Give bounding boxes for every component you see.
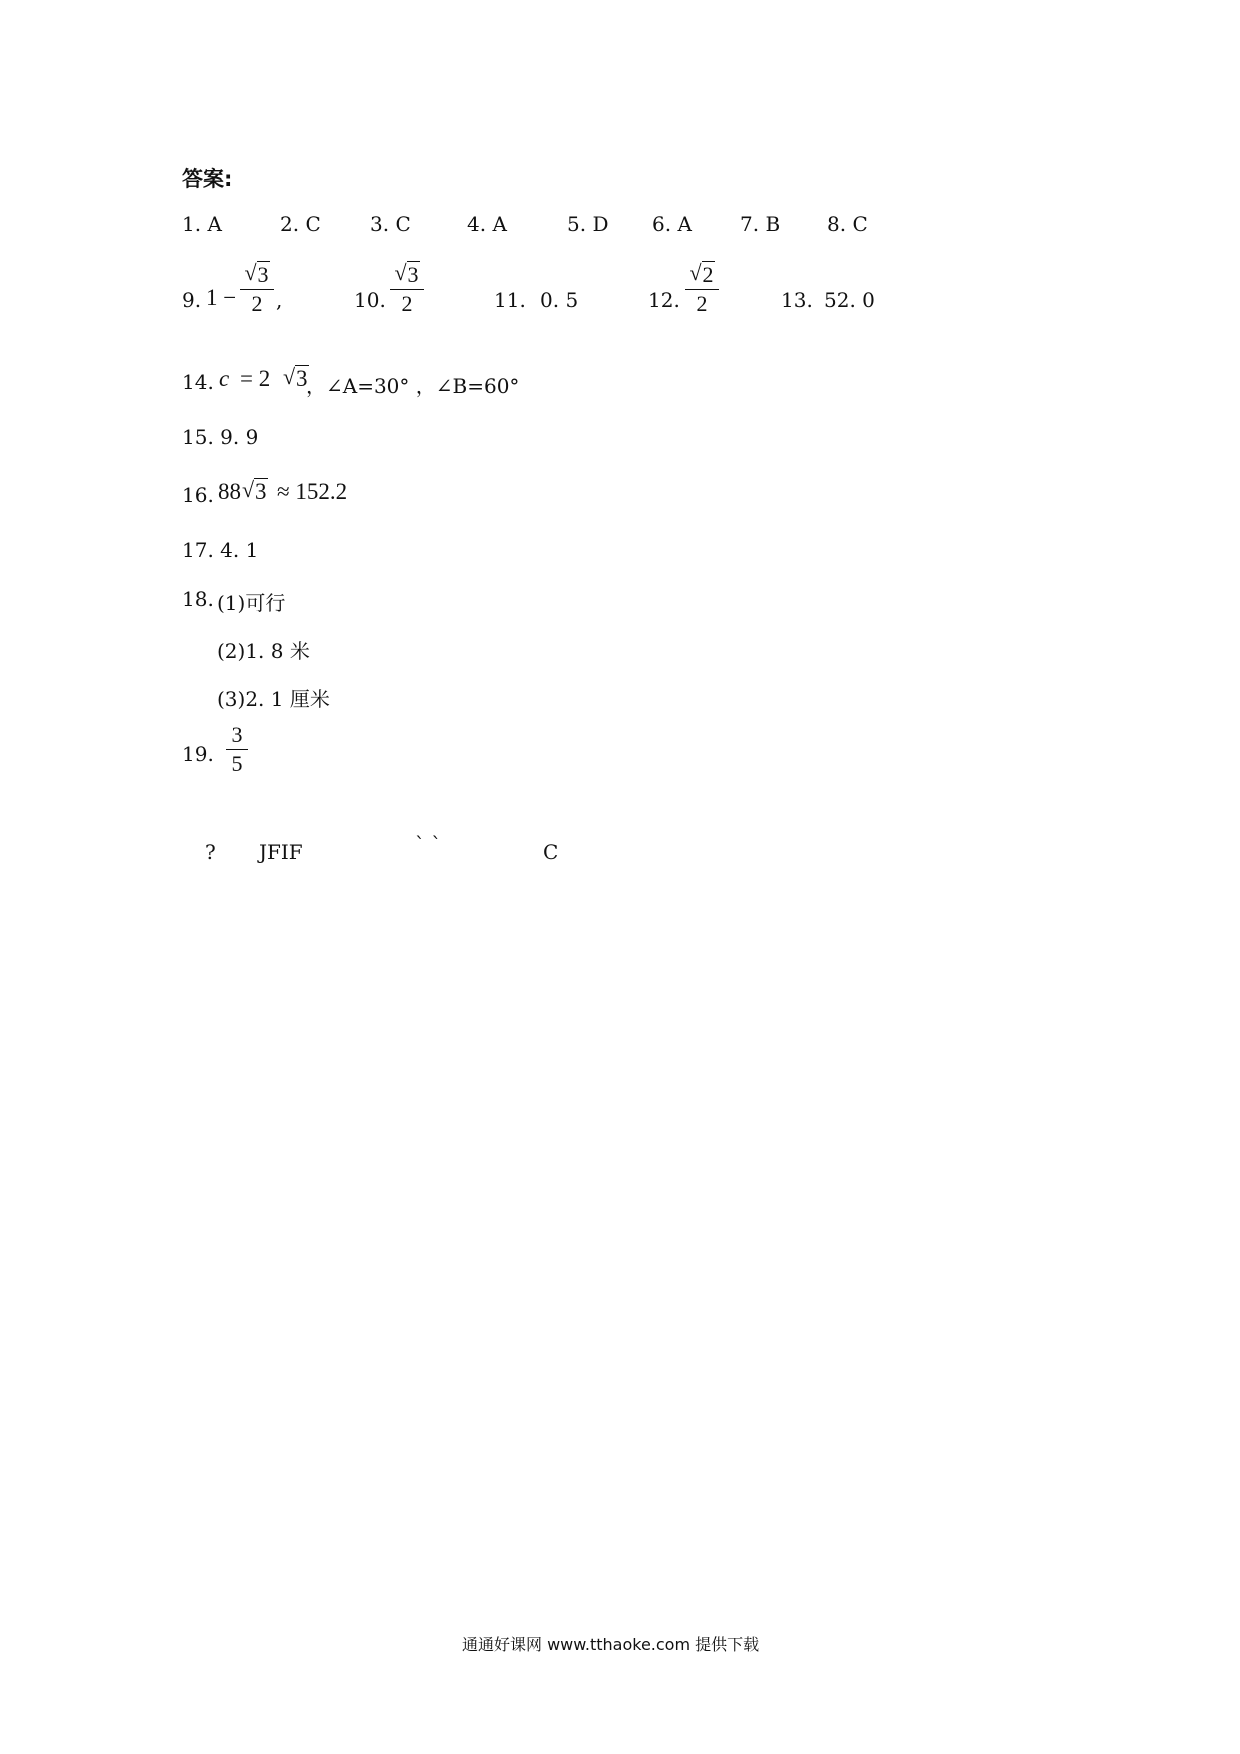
answer-13-value: 52. 0 bbox=[824, 288, 875, 312]
answer-10-denominator: 2 bbox=[401, 291, 413, 316]
answer-14-radical: √ 3 bbox=[283, 364, 308, 391]
answer-12-fraction: √ 2 2 bbox=[685, 262, 719, 317]
answer-13-label: 13. bbox=[781, 288, 813, 312]
artifact-jfif: JFIF bbox=[259, 840, 303, 864]
answer-10-label: 10. bbox=[354, 288, 386, 312]
answer-9-fraction: √ 3 2 bbox=[240, 262, 274, 317]
answer-3: 3. C bbox=[370, 212, 411, 236]
answer-6: 6. A bbox=[652, 212, 692, 236]
answer-19-label: 19. bbox=[182, 742, 214, 766]
artifact-c: C bbox=[543, 840, 559, 864]
answer-1: 1. A bbox=[182, 212, 222, 236]
answer-19-fraction bbox=[226, 722, 248, 777]
artifact-question-mark: ? bbox=[205, 840, 216, 864]
answers-heading: 答案: bbox=[182, 167, 233, 191]
answer-18-part-2: (2)1. 8 米 bbox=[217, 639, 310, 663]
answer-16-coef: 88 bbox=[218, 479, 241, 504]
answer-17: 17. 4. 1 bbox=[182, 538, 259, 562]
answer-19-denominator: 5 bbox=[231, 751, 243, 776]
answer-14-angles: ，∠A=30° ，∠B=60° bbox=[306, 374, 520, 398]
answer-9-lead: 1 − bbox=[206, 285, 237, 310]
answer-16-label: 16. bbox=[182, 483, 214, 507]
answer-14-label: 14. bbox=[182, 370, 214, 394]
artifact-ticks: ` ` bbox=[415, 832, 442, 856]
answer-11-value: 0. 5 bbox=[540, 288, 579, 312]
answer-16-radical: √ 3 bbox=[242, 477, 267, 504]
answer-14-var: c bbox=[219, 366, 230, 391]
answer-10-fraction: √ 3 2 bbox=[390, 262, 424, 317]
answer-11-label: 11. bbox=[494, 288, 526, 312]
answer-9-tail: , bbox=[276, 288, 283, 312]
answer-19-numerator: 3 bbox=[231, 722, 243, 747]
answer-10-numerator: 3 bbox=[407, 262, 419, 287]
answer-12-numerator: 2 bbox=[702, 262, 714, 287]
answer-18-label: 18. bbox=[182, 587, 214, 611]
footer-credit: 通通好课网 www.tthaoke.com 提供下载 bbox=[462, 1635, 760, 1654]
answer-2: 2. C bbox=[280, 212, 321, 236]
answer-9-denominator: 2 bbox=[251, 291, 263, 316]
answer-16-approx: ≈ 152.2 bbox=[277, 479, 348, 504]
answer-14-eq: = 2 bbox=[240, 366, 271, 391]
answer-9-label: 9. bbox=[182, 288, 202, 312]
answer-12-label: 12. bbox=[648, 288, 680, 312]
answer-18-part-3: (3)2. 1 厘米 bbox=[217, 687, 330, 711]
answer-15: 15. 9. 9 bbox=[182, 425, 259, 449]
answer-5: 5. D bbox=[567, 212, 609, 236]
answer-9-numerator: 3 bbox=[257, 262, 269, 287]
answer-18-part-1: (1)可行 bbox=[217, 591, 286, 615]
answer-4: 4. A bbox=[467, 212, 507, 236]
answer-7: 7. B bbox=[740, 212, 781, 236]
answer-12-denominator: 2 bbox=[696, 291, 708, 316]
answer-8: 8. C bbox=[827, 212, 868, 236]
